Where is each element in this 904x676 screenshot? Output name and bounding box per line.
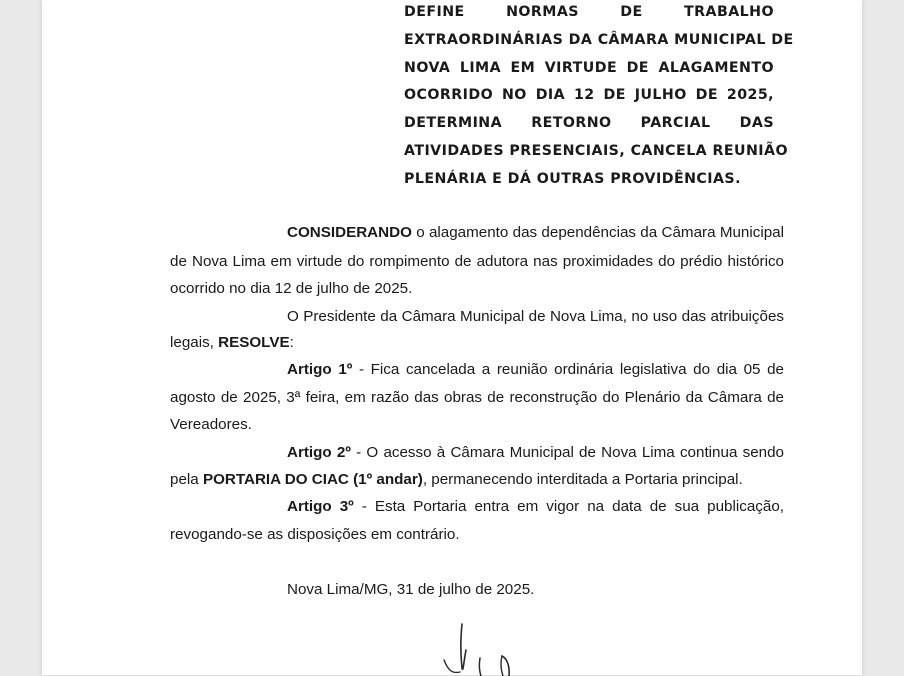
artigo1-line-2: agosto de 2025, 3ª feira, em razão das obras de reconstrução do Plenário da Câmara de [170, 389, 784, 406]
resolve-keyword: RESOLVE [218, 334, 290, 351]
ementa-block [404, 0, 794, 194]
signature-icon [440, 620, 530, 676]
considerando-line-2: de Nova Lima em virtude do rompimento de adutora nas proximidades do prédio histórico [170, 253, 784, 270]
ementa-line: ATIVIDADES PRESENCIAIS, CANCELA REUNIÃO [404, 142, 788, 159]
ementa-line: DETERMINA RETORNO PARCIAL DAS [404, 115, 774, 132]
local-data: Nova Lima/MG, 31 de julho de 2025. [287, 581, 535, 598]
artigo3-text: - Esta Portaria entra em vigor na data de sua publicação, [353, 498, 784, 515]
considerando-keyword: CONSIDERANDO [287, 224, 412, 241]
presidente-line-2 [170, 333, 784, 353]
portaria-ciac-highlight: PORTARIA DO CIAC (1º andar) [202, 471, 423, 488]
ementa-line: EXTRAORDINÁRIAS DA CÂMARA MUNICIPAL DE [404, 31, 794, 48]
artigo2-text: - O acesso à Câmara Municipal de Nova Lima continua sendo [350, 444, 784, 461]
presidente-prefix: legais, [170, 334, 219, 351]
artigo3-line-2: revogando-se as disposições em contrário. [170, 526, 460, 543]
ementa-line: OCORRIDO NO DIA 12 DE JULHO DE 2025, [404, 87, 774, 104]
artigo3-line-1 [287, 497, 784, 517]
ementa-line: PLENÁRIA E DÁ OUTRAS PROVIDÊNCIAS. [404, 170, 741, 187]
presidente-line-1: O Presidente da Câmara Municipal de Nova Lima, no uso das atribuições [287, 308, 784, 325]
artigo2-label: Artigo 2º [287, 444, 351, 461]
considerando-text: o alagamento das dependências da Câmara Municipal [411, 224, 784, 241]
presidente-suffix: : [289, 334, 294, 351]
artigo2-line-1 [287, 443, 784, 463]
ementa-line: DEFINE NORMAS DE TRABALHO [404, 4, 774, 20]
artigo1-line-1 [287, 360, 784, 380]
artigo1-text: - Fica cancelada a reunião ordinária legislativa do dia 05 de [352, 361, 784, 378]
considerando-line-1 [287, 223, 784, 243]
ementa-line: NOVA LIMA EM VIRTUDE DE ALAGAMENTO [404, 59, 774, 76]
artigo1-label: Artigo 1º [287, 361, 353, 378]
artigo3-label: Artigo 3º [287, 498, 354, 515]
artigo2-line-2 [170, 470, 784, 490]
artigo1-line-3: Vereadores. [170, 416, 252, 433]
artigo2-suffix: , permanecendo interditada a Portaria principal. [422, 471, 743, 488]
considerando-line-3: ocorrido no dia 12 de julho de 2025. [170, 280, 413, 297]
artigo2-prefix: pela [170, 471, 203, 488]
